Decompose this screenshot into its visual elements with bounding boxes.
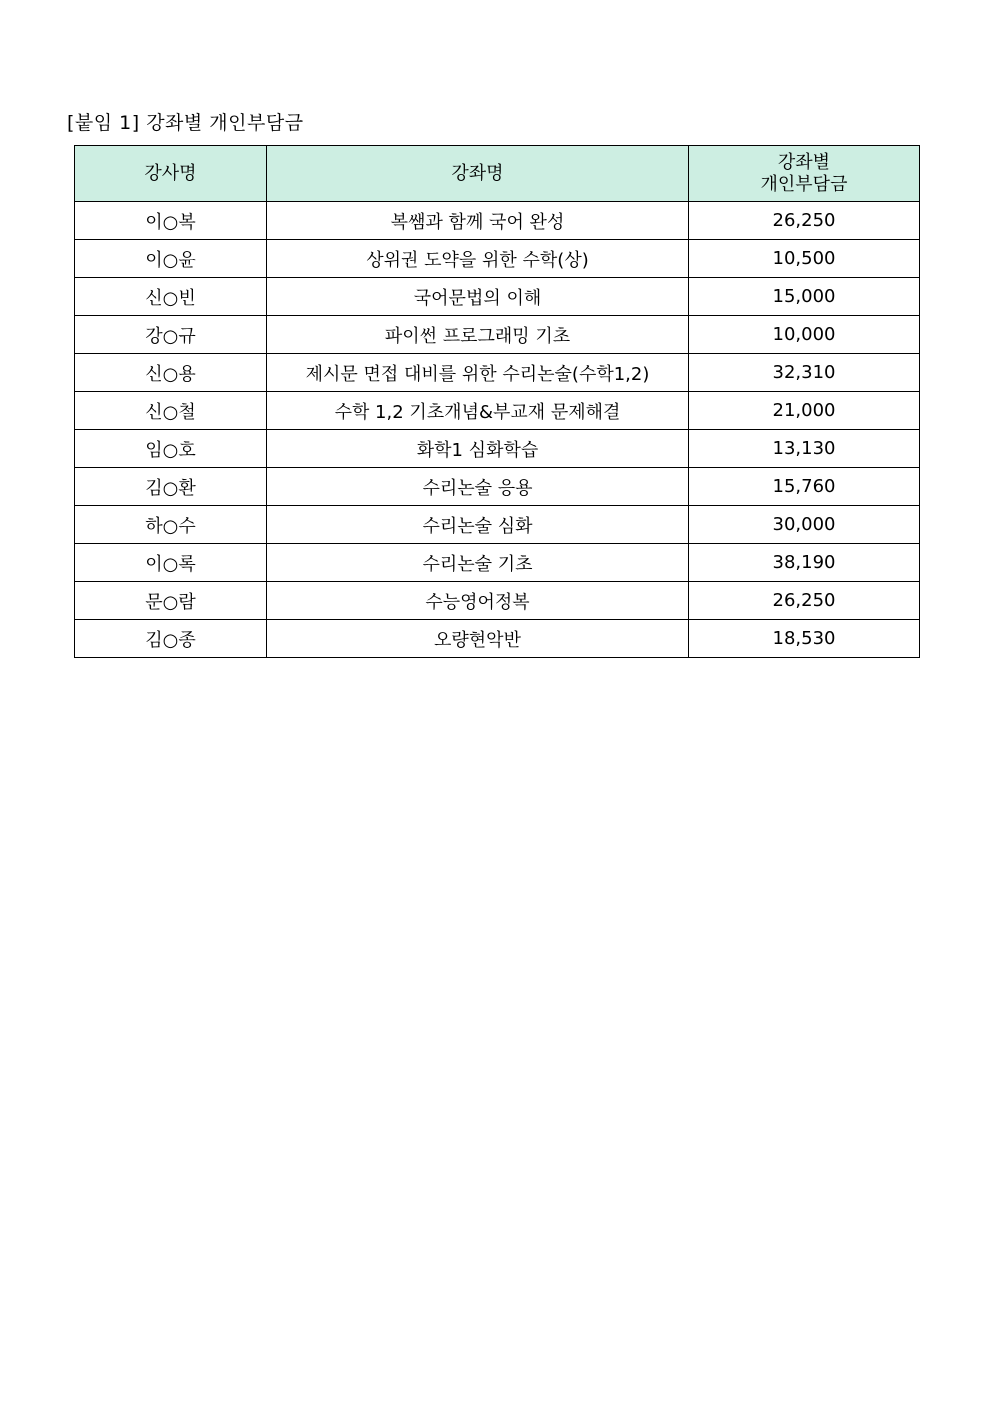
table-row (75, 354, 920, 392)
cell-course: 복쌤과 함께 국어 완성 (267, 202, 689, 240)
table-row (75, 202, 920, 240)
cell-course: 상위권 도약을 위한 수학(상) (267, 240, 689, 278)
cell-fee: 30,000 (689, 506, 920, 544)
table-row (75, 430, 920, 468)
cell-fee: 13,130 (689, 430, 920, 468)
cell-instructor: 신○철 (75, 392, 267, 430)
table-row (75, 582, 920, 620)
cell-course: 오량현악반 (267, 620, 689, 658)
header-fee-line1: 강좌별 (777, 151, 831, 173)
cell-fee: 32,310 (689, 354, 920, 392)
cell-course: 수능영어정복 (267, 582, 689, 620)
cell-course: 수리논술 기초 (267, 544, 689, 582)
cell-course: 수학 1,2 기초개념&부교재 문제해결 (267, 392, 689, 430)
table-row (75, 620, 920, 658)
document-caption: [붙임 1] 강좌별 개인부담금 (67, 112, 304, 134)
table-row (75, 392, 920, 430)
cell-fee: 26,250 (689, 582, 920, 620)
cell-instructor: 문○람 (75, 582, 267, 620)
header-fee-line2: 개인부담금 (760, 173, 848, 195)
cell-instructor: 신○용 (75, 354, 267, 392)
table-row (75, 316, 920, 354)
cell-fee: 15,760 (689, 468, 920, 506)
cell-fee: 21,000 (689, 392, 920, 430)
cell-instructor: 김○환 (75, 468, 267, 506)
cell-instructor: 강○규 (75, 316, 267, 354)
cell-course: 제시문 면접 대비를 위한 수리논술(수학1,2) (267, 354, 689, 392)
cell-instructor: 하○수 (75, 506, 267, 544)
cell-fee: 10,500 (689, 240, 920, 278)
cell-course: 파이썬 프로그래밍 기초 (267, 316, 689, 354)
header-instructor: 강사명 (75, 146, 267, 202)
cell-course: 수리논술 심화 (267, 506, 689, 544)
course-fee-table (74, 145, 920, 658)
header-fee (689, 146, 920, 202)
table-row (75, 240, 920, 278)
cell-fee: 10,000 (689, 316, 920, 354)
table-row (75, 278, 920, 316)
cell-fee: 38,190 (689, 544, 920, 582)
header-course: 강좌명 (267, 146, 689, 202)
cell-instructor: 임○호 (75, 430, 267, 468)
cell-fee: 26,250 (689, 202, 920, 240)
cell-instructor: 이○윤 (75, 240, 267, 278)
cell-fee: 18,530 (689, 620, 920, 658)
cell-instructor: 이○복 (75, 202, 267, 240)
table-row (75, 506, 920, 544)
table-header-row (75, 146, 920, 202)
cell-course: 국어문법의 이해 (267, 278, 689, 316)
cell-fee: 15,000 (689, 278, 920, 316)
cell-instructor: 김○종 (75, 620, 267, 658)
cell-course: 수리논술 응용 (267, 468, 689, 506)
cell-instructor: 이○록 (75, 544, 267, 582)
cell-course: 화학1 심화학습 (267, 430, 689, 468)
cell-instructor: 신○빈 (75, 278, 267, 316)
table-row (75, 544, 920, 582)
table-row (75, 468, 920, 506)
